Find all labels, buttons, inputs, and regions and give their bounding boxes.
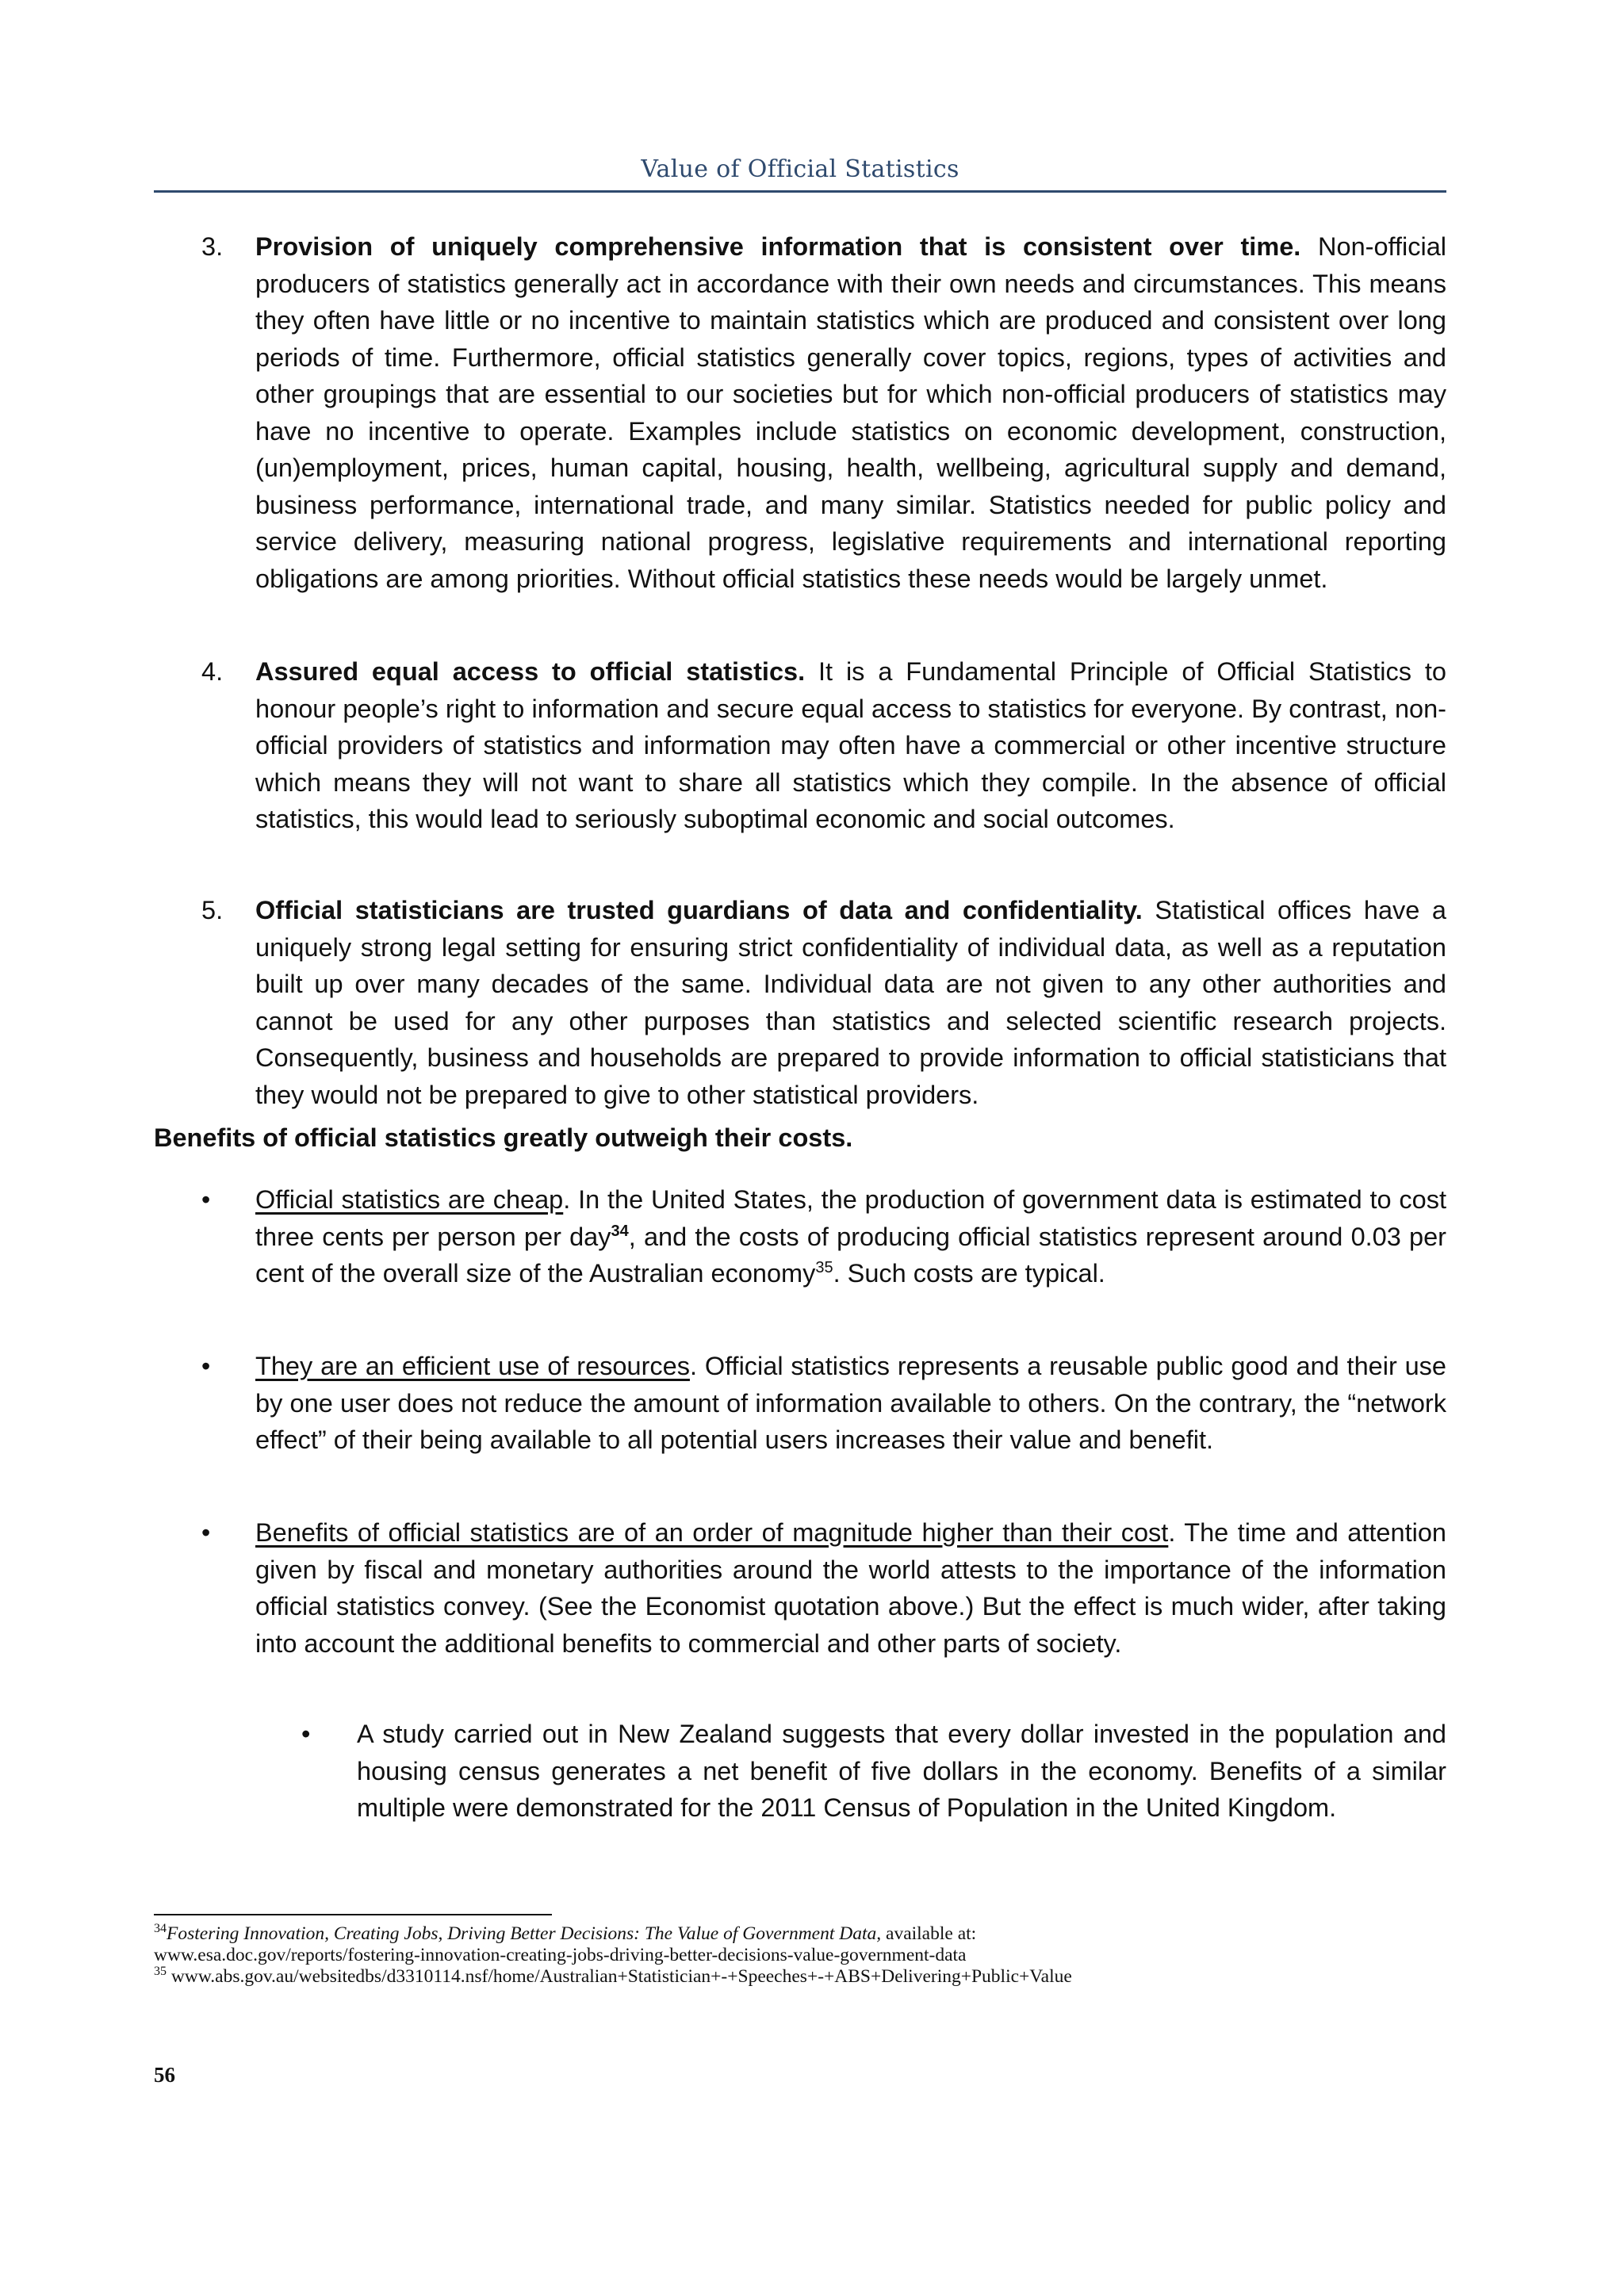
- footnote-34: [154, 1923, 1446, 1945]
- bullet-marker: •: [201, 1518, 211, 1547]
- item-number: 3.: [201, 232, 224, 261]
- footnote-url[interactable]: www.esa.doc.gov/reports/fostering-innovation-creating-jobs-driving-better-decisions-value-government-data: [154, 1945, 967, 1965]
- numbered-item-5: [201, 892, 1446, 1113]
- item-heading: Assured equal access to official statistics.: [255, 657, 806, 686]
- item-heading: Official statisticians are trusted guardians of data and confidentiality.: [255, 896, 1143, 924]
- footnote-ref-34: 34: [611, 1222, 629, 1240]
- running-header: Value of Official Statistics: [641, 155, 959, 183]
- bullet-underlined-lead: They are an efficient use of resources: [255, 1352, 690, 1380]
- header-rule: [154, 190, 1446, 193]
- footnote-text: available at:: [881, 1923, 977, 1944]
- bullet-marker: •: [201, 1352, 211, 1380]
- bullet-underlined-lead: Benefits of official statistics are of an order of magnitude higher than their cost: [255, 1518, 1169, 1547]
- sub-bullet-text: A study carried out in New Zealand suggests that every dollar invested in the population and housing census generates a net benefit of five dollars in the economy. Benefits of a similar multiple were demonstrated for the 2011 Census of Population in the United Kingdom.: [357, 1720, 1446, 1822]
- item-number: 5.: [201, 896, 224, 924]
- section-heading: Benefits of official statistics greatly outweigh their costs.: [154, 1123, 853, 1152]
- bullet-text: . The time and attention given by fiscal and monetary authorities around the world attests to the importance of the information official statistics convey. (See the Economist quotation above.) But the effect is much wider, after taking into account the additional benefits to commercial and other parts of society.: [255, 1518, 1446, 1658]
- footnote-ref-35: 35: [815, 1259, 833, 1277]
- numbered-item-4: [201, 653, 1446, 838]
- item-number: 4.: [201, 657, 224, 686]
- footnote-number: 34: [154, 1922, 167, 1936]
- item-text: Non-official producers of statistics generally act in accordance with their own needs and circumstances. This means they often have little or no incentive to maintain statistics which are produced and consistent over long periods of time. Furthermore, official statistics generally cover topics, regions, types of activities and other groupings that are essential to our societies but for which non-official producers of statistics may have no incentive to operate. Examples include statistics on economic development, construction, (un)employment, prices, human capital, housing, health, wellbeing, agricultural supply and demand, business performance, international trade, and many similar. Statistics needed for public policy and service delivery, measuring national progress, legislative requirements and international reporting obligations are among priorities. Without official statistics these needs would be largely unmet.: [255, 232, 1446, 593]
- footnote-separator: [154, 1914, 552, 1915]
- item-text: Statistical offices have a uniquely strong legal setting for ensuring strict confidentiality of individual data, as well as a reputation built up over many decades of the same. Individual data are not given to any other authorities and cannot be used for any other purposes than statistics and selected scientific research projects. Consequently, business and households are prepared to provide information to official statisticians that they would not be prepared to give to other statistical providers.: [255, 896, 1446, 1109]
- footnotes: [154, 1923, 1446, 1988]
- bullet-underlined-lead: Official statistics are cheap: [255, 1185, 564, 1214]
- bullet-item-benefits: [201, 1514, 1446, 1662]
- page-number: 56: [154, 2063, 175, 2087]
- item-heading: Provision of uniquely comprehensive information that is consistent over time.: [255, 232, 1301, 261]
- footnote-title: Fostering Innovation, Creating Jobs, Driving Better Decisions: The Value of Government Data,: [167, 1923, 882, 1944]
- bullet-item-cheap: [201, 1181, 1446, 1292]
- bullet-item-efficient: [201, 1348, 1446, 1459]
- footnote-35: [154, 1966, 1446, 1988]
- bullet-text: , and the costs of producing official statistics represent around 0.03 per cent of the overall size of the Australian economy: [255, 1222, 1446, 1288]
- bullet-text: . Official statistics represents a reusable public good and their use by one user does not reduce the amount of information available to others. On the contrary, the “network effect” of their being available to all potential users increases their value and benefit.: [255, 1352, 1446, 1454]
- bullet-text: . Such costs are typical.: [833, 1259, 1105, 1288]
- footnote-url[interactable]: www.abs.gov.au/websitedbs/d3310114.nsf/home/Australian+Statistician+-+Speeches+-+ABS+Delivering+Public+Value: [167, 1966, 1072, 1987]
- item-text: It is a Fundamental Principle of Official Statistics to honour people’s right to information and secure equal access to statistics for everyone. By contrast, non-official providers of statistics and information may often have a commercial or other incentive structure which means they will not want to share all statistics which they compile. In the absence of official statistics, this would lead to seriously suboptimal economic and social outcomes.: [255, 657, 1446, 833]
- sub-bullet-marker: •: [301, 1720, 311, 1748]
- numbered-item-3: [201, 228, 1446, 597]
- sub-bullet-item: [301, 1716, 1446, 1827]
- bullet-text: . In the United States, the production of government data is estimated to cost three cents per person per day: [255, 1185, 1446, 1251]
- bullet-marker: •: [201, 1185, 211, 1214]
- footnote-number: 35: [154, 1965, 167, 1979]
